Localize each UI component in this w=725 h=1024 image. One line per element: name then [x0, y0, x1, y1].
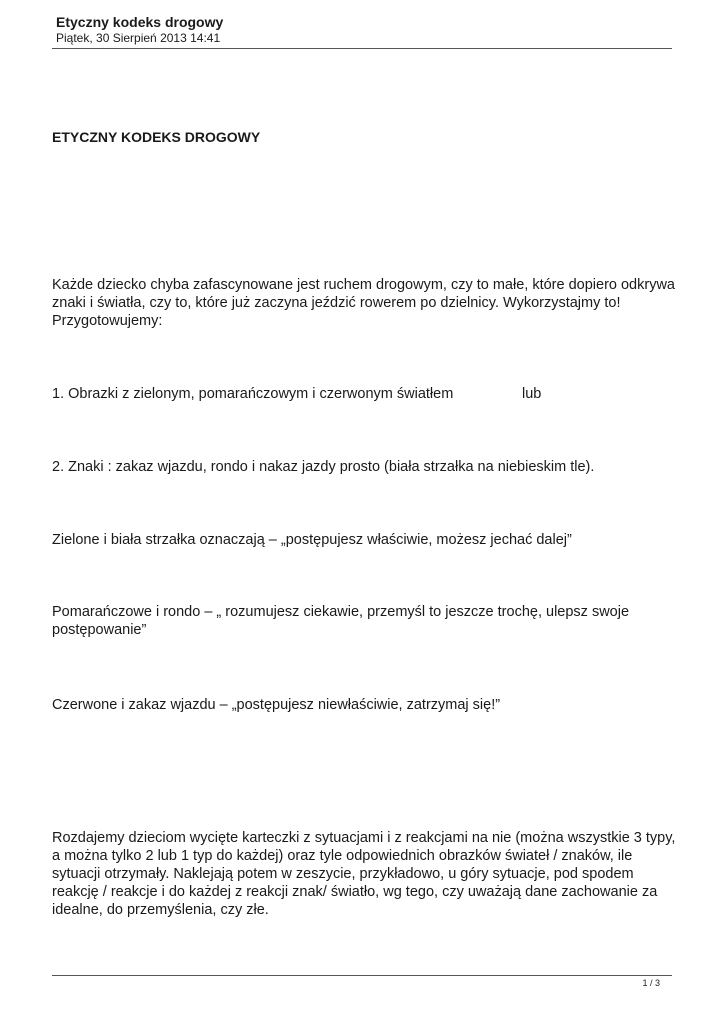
page-header: [56, 14, 223, 46]
green-meaning-paragraph: Zielone i biała strzałka oznaczają – „postępujesz właściwie, możesz jechać dalej”: [52, 532, 572, 548]
intro-paragraph: Każde dziecko chyba zafascynowane jest ruchem drogowym, czy to małe, które dopiero odkrywa znaki i światła, czy to, które już zaczyna jeździć rowerem po dzielnicy. Wykorzystajmy to! Przygotowujemy:: [52, 277, 675, 329]
header-title: Etyczny kodeks drogowy: [56, 14, 224, 30]
closing-paragraph: Rozdajemy dzieciom wycięte karteczki z sytuacjami i z reakcjami na nie (można wszystkie 3 typy, a można tylko 2 lub 1 typ do każdej) oraz tyle odpowiednich obrazków świateł / znaków, ile sytuacji otrzymały. Naklejają potem w zeszycie, przykładowo, u góry sytuacje, pod spodem reakcję / reakcje i do każdej z reakcji znak/ światło, wg tego, czy uważają dane zachowanie za idealne, do przemyślenia, czy złe.: [52, 830, 676, 918]
footer-divider: [52, 975, 672, 976]
list-item-2: 2. Znaki : zakaz wjazdu, rondo i nakaz jazdy prosto (biała strzałka na niebieskim tle).: [52, 459, 595, 475]
list-item-1: [52, 385, 677, 403]
list-item-1-text: 1. Obrazki z zielonym, pomarańczowym i czerwonym światłem: [52, 386, 454, 402]
red-meaning-paragraph: Czerwone i zakaz wjazdu – „postępujesz niewłaściwie, zatrzymaj się!”: [52, 697, 501, 713]
header-date: Piątek, 30 Sierpień 2013 14:41: [56, 31, 221, 45]
article-heading: ETYCZNY KODEKS DROGOWY: [52, 129, 261, 145]
orange-meaning-paragraph: Pomarańczowe i rondo – „ rozumujesz ciekawie, przemyśl to jeszcze trochę, ulepsz swoje postępowanie”: [52, 604, 630, 638]
list-item-1-suffix: lub: [522, 386, 542, 402]
header-divider: [52, 48, 672, 49]
page-number: 1 / 3: [642, 978, 660, 988]
